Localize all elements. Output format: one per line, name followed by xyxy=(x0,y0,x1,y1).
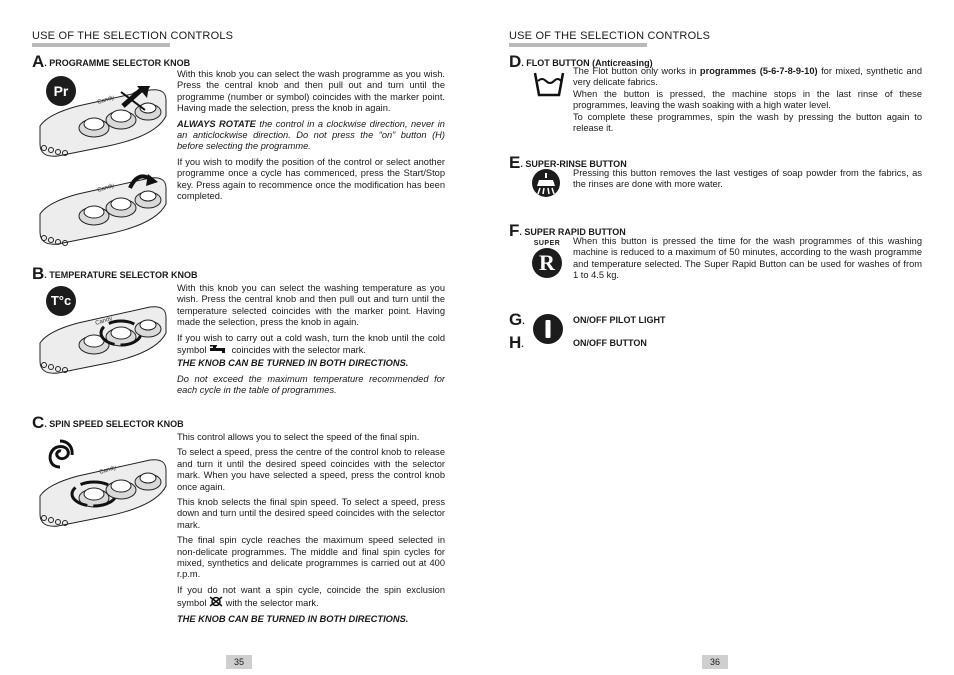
section-g-title xyxy=(509,310,525,330)
brand-label-a1: Candy xyxy=(96,94,116,106)
section-b-p2 xyxy=(177,333,445,357)
programme-icon: Pr xyxy=(46,76,76,106)
section-c-letter: C xyxy=(32,413,45,432)
section-g-dot: . xyxy=(522,316,525,326)
power-button-icon xyxy=(532,313,564,345)
section-d-p1b: programmes (5-6-7-8-9-10) xyxy=(699,66,818,76)
section-b-p2a: If you wish to carry out a cold wash, turn the knob until the cold symbol xyxy=(177,332,445,356)
section-b-letter: B xyxy=(32,264,45,283)
knob-illustration-c xyxy=(38,456,168,530)
section-a-p2-rest: the control in a clockwise direction, never in an anticlockwise direction. Do not press the “on” button (H) before selecting the programme. xyxy=(177,118,445,152)
section-d-body xyxy=(573,66,922,134)
section-c-p6: THE KNOB CAN BE TURNED IN BOTH DIRECTIONS. xyxy=(177,613,409,624)
section-c-p5b: with the selector mark. xyxy=(225,598,319,609)
section-c-p4: The final spin cycle reaches the maximum speed selected in non-delicate programmes. The middle and final spin cycles for mixed, synthetics and delicate programmes is carried out at 400 r.p.m. xyxy=(177,535,445,580)
section-e-letter: E xyxy=(509,153,521,172)
super-rinse-icon xyxy=(531,168,561,198)
temperature-icon: T°c xyxy=(46,286,76,316)
section-b-p1: With this knob you can select the washing temperature as you wish. Press the central knob and then pull out and turn until the temperature selected coincides with the marker point. Having made the selection, press the knob in again. xyxy=(177,283,445,328)
section-d-p1 xyxy=(573,66,922,89)
spin-exclusion-icon xyxy=(209,596,223,607)
section-f-title-text: . SUPER RAPID BUTTON xyxy=(519,227,626,237)
flot-icon xyxy=(533,71,565,99)
section-b-title xyxy=(32,264,197,284)
section-a-title-text: . PROGRAMME SELECTOR KNOB xyxy=(44,58,191,68)
section-e-title-text: . SUPER-RINSE BUTTON xyxy=(520,159,627,169)
super-label: SUPER xyxy=(533,240,561,247)
right-page-header: USE OF THE SELECTION CONTROLS xyxy=(509,30,711,42)
section-e-p1: Pressing this button removes the last vestiges of soap powder from the fabrics, as the rinses are done with more water. xyxy=(573,168,922,190)
section-c-title xyxy=(32,413,184,433)
left-header-bar xyxy=(32,43,170,47)
section-f-letter: F xyxy=(509,221,520,240)
section-c-p1: This control allows you to select the speed of the final spin. xyxy=(177,432,420,442)
section-h-title xyxy=(509,333,524,353)
section-g-letter: G xyxy=(509,310,523,329)
section-d-p2: When the button is pressed, the machine stops in the last rinse of these programmes, leaving the wash soaking with a high water level. xyxy=(573,88,922,111)
section-c-p5a: If you do not want a spin cycle, coincide the spin exclusion symbol xyxy=(177,584,445,609)
rotate-arrow-icon-a1 xyxy=(117,84,153,114)
section-b-p4: Do not exceed the maximum temperature recommended for each cycle in the table of programmes. xyxy=(177,373,445,396)
section-a-body xyxy=(177,69,445,206)
on-off-pilot-light-label: ON/OFF PILOT LIGHT xyxy=(573,315,666,325)
section-d-p3: To complete these programmes, spin the wash by pressing the button again to release it. xyxy=(573,111,922,134)
on-off-button-label: ON/OFF BUTTON xyxy=(573,338,647,348)
section-a-letter: A xyxy=(32,52,45,71)
section-d-title-text: . FLOT BUTTON (Anticreasing) xyxy=(521,58,653,68)
section-d-letter: D xyxy=(509,52,522,71)
knob-illustration-b xyxy=(38,303,168,377)
section-a-p2-bold: ALWAYS ROTATE xyxy=(177,118,256,129)
brand-label-c: Candy xyxy=(98,464,118,476)
section-f-body xyxy=(573,236,922,282)
section-a-p1: With this knob you can select the wash programme as you wish. Press the central knob and then pull out and turn until the programme (number or symbol) coincides with the marker point. Having made the selection, press the knob in again. xyxy=(177,69,445,114)
section-c-p5 xyxy=(177,585,445,610)
section-d-p1c: for mixed, synthetic and very delicate fabrics. xyxy=(573,66,923,88)
section-c-body xyxy=(177,432,445,629)
section-b-title-text: . TEMPERATURE SELECTOR KNOB xyxy=(44,270,198,280)
section-c-title-text: . SPIN SPEED SELECTOR KNOB xyxy=(44,419,184,429)
section-b-p3: THE KNOB CAN BE TURNED IN BOTH DIRECTIONS. xyxy=(177,358,409,369)
left-page-header: USE OF THE SELECTION CONTROLS xyxy=(32,30,234,42)
brand-label-a2: Candy xyxy=(96,182,116,194)
section-c-p3: This knob selects the final spin speed. To select a speed, press down and turn until the desired speed coincides with the selector mark. xyxy=(177,497,445,530)
super-rapid-icon: R xyxy=(532,248,562,278)
section-b-p2b: coincides with the selector mark. xyxy=(231,345,366,356)
knob-illustration-a2 xyxy=(38,174,168,250)
section-a-p3: If you wish to modify the position of the control or select another programme once a cycle has commenced, press the Start/Stop key. Press again to recommence once the modification has been completed. xyxy=(177,156,445,202)
section-a-title xyxy=(32,52,190,72)
brand-label-b: Candy xyxy=(94,315,114,327)
section-a-p2 xyxy=(177,119,445,153)
section-f-p1: When this button is pressed the time for the wash programmes of this washing machine is reduced to a maximum of 50 minutes, according to the wash programme and temperature selected. The Super Rapid Button can be used for washes of from 1 to 4.5 kg. xyxy=(573,236,922,281)
left-page-number: 35 xyxy=(226,655,252,669)
section-h-letter: H xyxy=(509,333,522,352)
cold-tap-icon xyxy=(209,344,229,354)
right-page-number: 36 xyxy=(702,655,728,669)
right-header-bar xyxy=(509,43,647,47)
section-h-dot: . xyxy=(521,339,524,349)
section-c-p2: To select a speed, press the centre of the control knob to release and turn it until the desired speed coincides with the selector mark. When you have selected a speed, press the control knob once again. xyxy=(177,447,445,492)
section-d-p1a: The Flot button only works in xyxy=(573,66,700,76)
section-b-body xyxy=(177,283,445,401)
section-e-body xyxy=(573,168,922,191)
